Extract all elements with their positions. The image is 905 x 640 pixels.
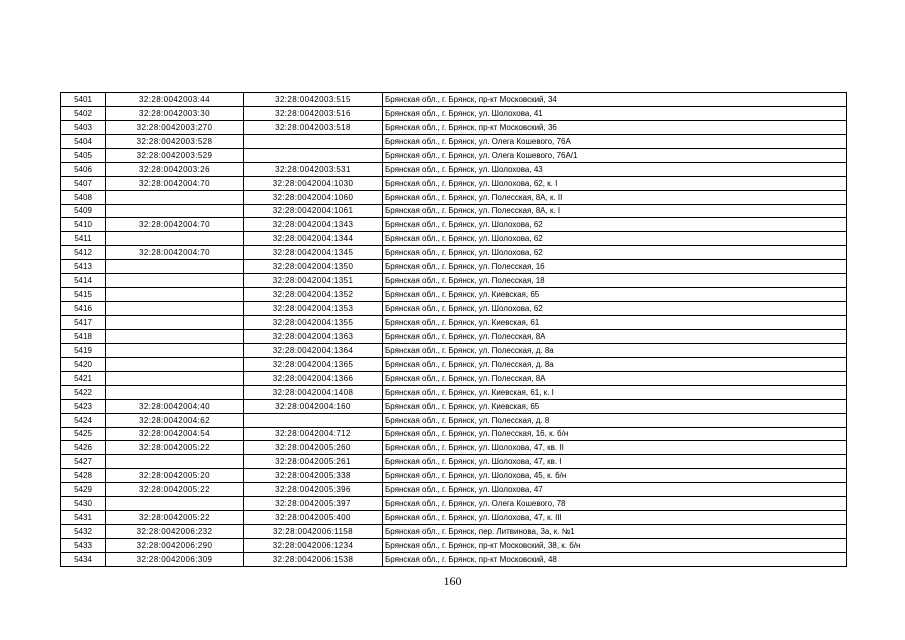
address-cell: Брянская обл., г. Брянск, ул. Олега Кошевого, 76А/1: [383, 148, 847, 162]
row-number-cell: 5424: [61, 413, 106, 427]
address-cell: Брянская обл., г. Брянск, ул. Полесская, д. 8: [383, 413, 847, 427]
table-row: [61, 413, 847, 427]
object-cadastral-number-cell: 32:28:0042004:1030: [244, 176, 383, 190]
address-cell: Брянская обл., г. Брянск, ул. Киевская, 65: [383, 399, 847, 413]
parcel-cadastral-number-cell: 32:28:0042006:290: [106, 539, 244, 553]
address-cell: Брянская обл., г. Брянск, ул. Шолохова, 62, к. I: [383, 176, 847, 190]
row-number-cell: 5415: [61, 288, 106, 302]
table-row: [61, 552, 847, 566]
parcel-cadastral-number-cell: [106, 357, 244, 371]
table-row: [61, 455, 847, 469]
address-cell: Брянская обл., г. Брянск, пр-кт Московский, 36: [383, 120, 847, 134]
object-cadastral-number-cell: 32:28:0042004:1344: [244, 232, 383, 246]
table-row: [61, 120, 847, 134]
table-row: [61, 525, 847, 539]
parcel-cadastral-number-cell: 32:28:0042006:309: [106, 552, 244, 566]
object-cadastral-number-cell: [244, 134, 383, 148]
object-cadastral-number-cell: 32:28:0042003:516: [244, 106, 383, 120]
address-cell: Брянская обл., г. Брянск, ул. Киевская, 61: [383, 316, 847, 330]
parcel-cadastral-number-cell: 32:28:0042004:70: [106, 176, 244, 190]
object-cadastral-number-cell: 32:28:0042004:1345: [244, 246, 383, 260]
object-cadastral-number-cell: 32:28:0042003:518: [244, 120, 383, 134]
row-number-cell: 5428: [61, 469, 106, 483]
object-cadastral-number-cell: 32:28:0042006:1538: [244, 552, 383, 566]
address-cell: Брянская обл., г. Брянск, ул. Киевская, 65: [383, 288, 847, 302]
table-row: [61, 148, 847, 162]
address-cell: Брянская обл., г. Брянск, ул. Олега Кошевого, 76А: [383, 134, 847, 148]
address-cell: Брянская обл., г. Брянск, ул. Полесская, д. 8а: [383, 357, 847, 371]
table-row: [61, 357, 847, 371]
parcel-cadastral-number-cell: [106, 385, 244, 399]
address-cell: Брянская обл., г. Брянск, ул. Шолохова, 62: [383, 246, 847, 260]
row-number-cell: 5423: [61, 399, 106, 413]
parcel-cadastral-number-cell: 32:28:0042005:22: [106, 441, 244, 455]
object-cadastral-number-cell: 32:28:0042005:261: [244, 455, 383, 469]
table-row: [61, 134, 847, 148]
row-number-cell: 5421: [61, 371, 106, 385]
table-row: [61, 427, 847, 441]
row-number-cell: 5411: [61, 232, 106, 246]
object-cadastral-number-cell: 32:28:0042005:396: [244, 483, 383, 497]
parcel-cadastral-number-cell: [106, 371, 244, 385]
address-cell: Брянская обл., г. Брянск, ул. Шолохова, 62: [383, 218, 847, 232]
parcel-cadastral-number-cell: 32:28:0042003:270: [106, 120, 244, 134]
parcel-cadastral-number-cell: 32:28:0042004:62: [106, 413, 244, 427]
table-row: [61, 343, 847, 357]
row-number-cell: 5409: [61, 204, 106, 218]
row-number-cell: 5402: [61, 106, 106, 120]
address-cell: Брянская обл., г. Брянск, пер. Литвинова, 3а, к. №1: [383, 525, 847, 539]
object-cadastral-number-cell: 32:28:0042005:397: [244, 497, 383, 511]
object-cadastral-number-cell: 32:28:0042005:338: [244, 469, 383, 483]
address-cell: Брянская обл., г. Брянск, ул. Шолохова, 62: [383, 232, 847, 246]
row-number-cell: 5425: [61, 427, 106, 441]
address-cell: Брянская обл., г. Брянск, ул. Полесская, 18: [383, 274, 847, 288]
row-number-cell: 5420: [61, 357, 106, 371]
parcel-cadastral-number-cell: [106, 329, 244, 343]
object-cadastral-number-cell: 32:28:0042004:1364: [244, 343, 383, 357]
parcel-cadastral-number-cell: 32:28:0042004:70: [106, 218, 244, 232]
row-number-cell: 5422: [61, 385, 106, 399]
row-number-cell: 5434: [61, 552, 106, 566]
row-number-cell: 5407: [61, 176, 106, 190]
table-row: [61, 497, 847, 511]
parcel-cadastral-number-cell: 32:28:0042003:30: [106, 106, 244, 120]
row-number-cell: 5406: [61, 162, 106, 176]
parcel-cadastral-number-cell: 32:28:0042006:232: [106, 525, 244, 539]
address-cell: Брянская обл., г. Брянск, ул. Шолохова, 47, к. III: [383, 511, 847, 525]
parcel-cadastral-number-cell: [106, 190, 244, 204]
object-cadastral-number-cell: 32:28:0042003:531: [244, 162, 383, 176]
table-row: [61, 274, 847, 288]
object-cadastral-number-cell: 32:28:0042004:1061: [244, 204, 383, 218]
row-number-cell: 5429: [61, 483, 106, 497]
row-number-cell: 5417: [61, 316, 106, 330]
table-row: [61, 302, 847, 316]
row-number-cell: 5414: [61, 274, 106, 288]
register-table-body: [61, 93, 847, 567]
table-row: [61, 176, 847, 190]
table-row: [61, 483, 847, 497]
object-cadastral-number-cell: 32:28:0042004:1363: [244, 329, 383, 343]
parcel-cadastral-number-cell: [106, 232, 244, 246]
object-cadastral-number-cell: [244, 413, 383, 427]
table-row: [61, 246, 847, 260]
row-number-cell: 5418: [61, 329, 106, 343]
table-row: [61, 385, 847, 399]
parcel-cadastral-number-cell: [106, 288, 244, 302]
parcel-cadastral-number-cell: 32:28:0042004:40: [106, 399, 244, 413]
object-cadastral-number-cell: 32:28:0042006:1158: [244, 525, 383, 539]
address-cell: Брянская обл., г. Брянск, ул. Шолохова, 62: [383, 302, 847, 316]
object-cadastral-number-cell: 32:28:0042004:1366: [244, 371, 383, 385]
object-cadastral-number-cell: 32:28:0042006:1234: [244, 539, 383, 553]
table-row: [61, 399, 847, 413]
parcel-cadastral-number-cell: 32:28:0042005:22: [106, 483, 244, 497]
parcel-cadastral-number-cell: [106, 343, 244, 357]
object-cadastral-number-cell: 32:28:0042005:260: [244, 441, 383, 455]
parcel-cadastral-number-cell: [106, 455, 244, 469]
object-cadastral-number-cell: 32:28:0042004:712: [244, 427, 383, 441]
address-cell: Брянская обл., г. Брянск, ул. Полесская, д. 8а: [383, 343, 847, 357]
object-cadastral-number-cell: 32:28:0042004:1060: [244, 190, 383, 204]
row-number-cell: 5410: [61, 218, 106, 232]
row-number-cell: 5404: [61, 134, 106, 148]
address-cell: Брянская обл., г. Брянск, ул. Олега Кошевого, 78: [383, 497, 847, 511]
table-row: [61, 316, 847, 330]
address-cell: Брянская обл., г. Брянск, пр-кт Московский, 48: [383, 552, 847, 566]
address-cell: Брянская обл., г. Брянск, ул. Шолохова, 47, кв. II: [383, 441, 847, 455]
object-cadastral-number-cell: 32:28:0042004:1355: [244, 316, 383, 330]
page-number: 160: [443, 574, 462, 588]
address-cell: Брянская обл., г. Брянск, ул. Полесская, 8А, к. I: [383, 204, 847, 218]
row-number-cell: 5408: [61, 190, 106, 204]
parcel-cadastral-number-cell: [106, 302, 244, 316]
parcel-cadastral-number-cell: [106, 204, 244, 218]
table-row: [61, 511, 847, 525]
object-cadastral-number-cell: 32:28:0042004:1352: [244, 288, 383, 302]
parcel-cadastral-number-cell: [106, 497, 244, 511]
row-number-cell: 5431: [61, 511, 106, 525]
table-row: [61, 469, 847, 483]
row-number-cell: 5426: [61, 441, 106, 455]
parcel-cadastral-number-cell: 32:28:0042003:529: [106, 148, 244, 162]
parcel-cadastral-number-cell: 32:28:0042003:44: [106, 93, 244, 107]
address-cell: Брянская обл., г. Брянск, пр-кт Московский, 38, к. б/н: [383, 539, 847, 553]
object-cadastral-number-cell: 32:28:0042004:1408: [244, 385, 383, 399]
table-row: [61, 106, 847, 120]
object-cadastral-number-cell: 32:28:0042003:515: [244, 93, 383, 107]
table-row: [61, 190, 847, 204]
parcel-cadastral-number-cell: 32:28:0042005:20: [106, 469, 244, 483]
table-row: [61, 232, 847, 246]
address-cell: Брянская обл., г. Брянск, ул. Полесская, 8А, к. II: [383, 190, 847, 204]
address-cell: Брянская обл., г. Брянск, ул. Шолохова, 47, кв. I: [383, 455, 847, 469]
table-row: [61, 162, 847, 176]
row-number-cell: 5401: [61, 93, 106, 107]
address-cell: Брянская обл., г. Брянск, ул. Полесская, 16, к. б/н: [383, 427, 847, 441]
row-number-cell: 5430: [61, 497, 106, 511]
address-cell: Брянская обл., г. Брянск, ул. Шолохова, 43: [383, 162, 847, 176]
address-cell: Брянская обл., г. Брянск, ул. Киевская, 61, к. I: [383, 385, 847, 399]
address-cell: Брянская обл., г. Брянск, ул. Шолохова, 45, к. б/н: [383, 469, 847, 483]
table-row: [61, 260, 847, 274]
register-table: [60, 92, 847, 567]
object-cadastral-number-cell: 32:28:0042004:1350: [244, 260, 383, 274]
parcel-cadastral-number-cell: [106, 260, 244, 274]
parcel-cadastral-number-cell: 32:28:0042003:528: [106, 134, 244, 148]
parcel-cadastral-number-cell: [106, 274, 244, 288]
parcel-cadastral-number-cell: 32:28:0042005:22: [106, 511, 244, 525]
row-number-cell: 5416: [61, 302, 106, 316]
row-number-cell: 5427: [61, 455, 106, 469]
parcel-cadastral-number-cell: 32:28:0042004:70: [106, 246, 244, 260]
row-number-cell: 5403: [61, 120, 106, 134]
object-cadastral-number-cell: 32:28:0042004:1365: [244, 357, 383, 371]
address-cell: Брянская обл., г. Брянск, ул. Шолохова, 47: [383, 483, 847, 497]
address-cell: Брянская обл., г. Брянск, ул. Полесская, 16: [383, 260, 847, 274]
address-cell: Брянская обл., г. Брянск, ул. Полесская, 8А: [383, 371, 847, 385]
address-cell: Брянская обл., г. Брянск, пр-кт Московский, 34: [383, 93, 847, 107]
table-row: [61, 218, 847, 232]
row-number-cell: 5412: [61, 246, 106, 260]
table-row: [61, 329, 847, 343]
table-row: [61, 539, 847, 553]
table-row: [61, 204, 847, 218]
parcel-cadastral-number-cell: [106, 316, 244, 330]
address-cell: Брянская обл., г. Брянск, ул. Полесская, 8А: [383, 329, 847, 343]
parcel-cadastral-number-cell: 32:28:0042003:26: [106, 162, 244, 176]
object-cadastral-number-cell: 32:28:0042004:1351: [244, 274, 383, 288]
table-row: [61, 371, 847, 385]
object-cadastral-number-cell: 32:28:0042004:1353: [244, 302, 383, 316]
object-cadastral-number-cell: 32:28:0042004:160: [244, 399, 383, 413]
parcel-cadastral-number-cell: 32:28:0042004:54: [106, 427, 244, 441]
table-row: [61, 441, 847, 455]
object-cadastral-number-cell: 32:28:0042005:400: [244, 511, 383, 525]
row-number-cell: 5432: [61, 525, 106, 539]
row-number-cell: 5405: [61, 148, 106, 162]
table-row: [61, 93, 847, 107]
table-row: [61, 288, 847, 302]
row-number-cell: 5413: [61, 260, 106, 274]
object-cadastral-number-cell: [244, 148, 383, 162]
address-cell: Брянская обл., г. Брянск, ул. Шолохова, 41: [383, 106, 847, 120]
row-number-cell: 5419: [61, 343, 106, 357]
object-cadastral-number-cell: 32:28:0042004:1343: [244, 218, 383, 232]
row-number-cell: 5433: [61, 539, 106, 553]
